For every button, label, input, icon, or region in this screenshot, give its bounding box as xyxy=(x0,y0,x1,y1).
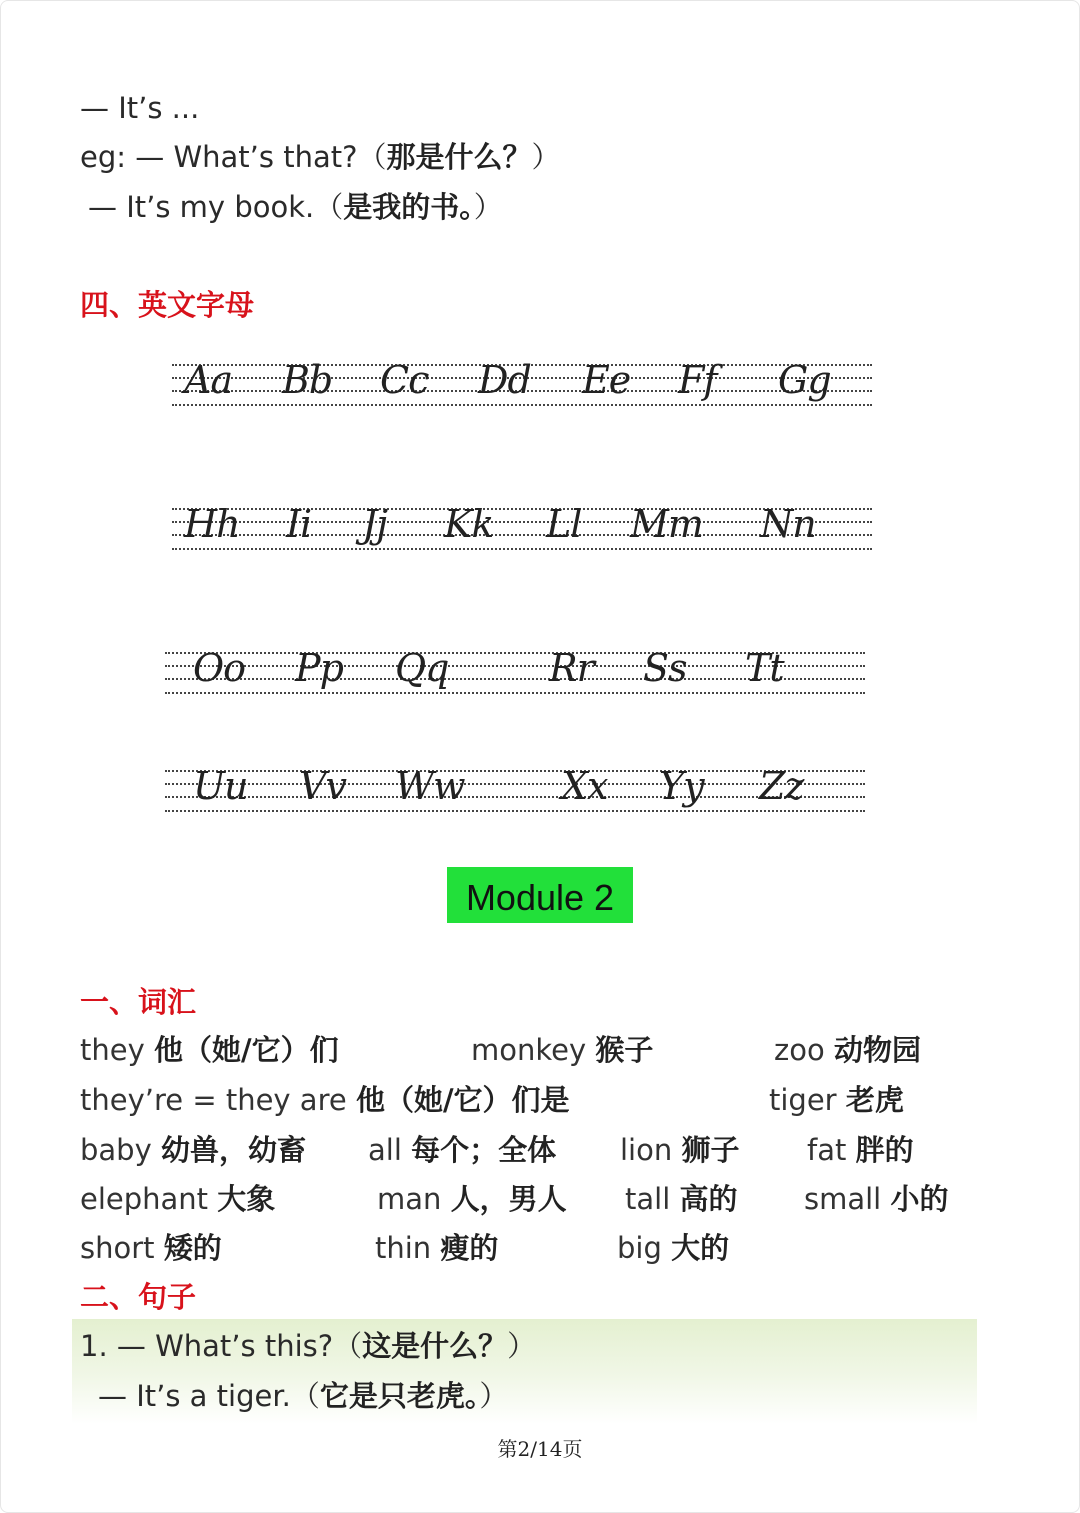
letter-ww: Ww xyxy=(395,764,465,808)
alphabet-row-4 xyxy=(165,764,865,814)
sentence-question-zh: 这是什么？ xyxy=(362,1329,508,1363)
intro-line-1-text: — It’s ... xyxy=(80,91,200,125)
vocab-en: lion xyxy=(620,1133,673,1167)
letter-zz: Zz xyxy=(759,764,804,808)
vocab-en: big xyxy=(617,1231,662,1265)
letter-ll: Ll xyxy=(546,502,582,546)
vocab-zh: 大的 xyxy=(671,1231,730,1265)
sentence-answer-end: ） xyxy=(479,1379,509,1413)
intro-line-2 xyxy=(80,137,561,177)
letter-jj: Jj xyxy=(362,502,388,546)
letter-uu: Uu xyxy=(193,764,248,808)
vocab-en: tiger xyxy=(769,1083,837,1117)
vocab-item-tall xyxy=(625,1179,738,1219)
sentence-question xyxy=(80,1326,536,1366)
letter-tt: Tt xyxy=(745,646,784,690)
section-letters-title: 四、英文字母 xyxy=(80,288,255,322)
letter-ee: Ee xyxy=(582,358,631,402)
intro-line-2-zh: 那是什么？ xyxy=(386,140,532,174)
vocab-item-big xyxy=(617,1228,729,1268)
vocab-zh: 高的 xyxy=(679,1182,738,1216)
vocab-en: elephant xyxy=(80,1182,209,1216)
letter-ii: Ii xyxy=(286,502,312,546)
letter-rr: Rr xyxy=(549,646,594,690)
module-title: Module 2 xyxy=(447,867,633,923)
letter-ff: Ff xyxy=(678,358,717,402)
vocab-item-man xyxy=(377,1179,567,1219)
letter-bb: Bb xyxy=(282,358,333,402)
vocab-item-lion xyxy=(620,1130,739,1170)
vocab-zh: 每个；全体 xyxy=(411,1133,557,1167)
intro-line-3-end: ） xyxy=(473,190,503,224)
vocab-item-all xyxy=(368,1130,556,1170)
letter-vv: Vv xyxy=(299,764,346,808)
vocab-en: tall xyxy=(625,1182,671,1216)
letter-dd: Dd xyxy=(478,358,531,402)
vocab-item-baby xyxy=(80,1130,306,1170)
alphabet-row-1 xyxy=(172,358,872,408)
sentence-question-end: ） xyxy=(507,1329,537,1363)
vocab-en: small xyxy=(804,1182,882,1216)
vocab-zh: 老虎 xyxy=(845,1083,904,1117)
letter-xx: Xx xyxy=(561,764,608,808)
vocab-zh: 他（她/它）们是 xyxy=(355,1083,570,1117)
vocab-zh: 矮的 xyxy=(163,1231,222,1265)
vocab-zh: 胖的 xyxy=(855,1133,914,1167)
vocab-item-monkey xyxy=(471,1030,653,1070)
vocab-en: man xyxy=(377,1182,442,1216)
letter-nn: Nn xyxy=(760,502,816,546)
vocab-zh: 猴子 xyxy=(595,1033,654,1067)
letter-oo: Oo xyxy=(193,646,246,690)
letter-cc: Cc xyxy=(380,358,429,402)
intro-line-2-end: ） xyxy=(531,140,561,174)
letter-kk: Kk xyxy=(444,502,494,546)
vocab-en: short xyxy=(80,1231,155,1265)
letter-hh: Hh xyxy=(184,502,240,546)
vocab-zh: 瘦的 xyxy=(440,1231,499,1265)
section-vocab-title: 一、词汇 xyxy=(80,985,197,1019)
letter-mm: Mm xyxy=(630,502,703,546)
vocab-zh: 狮子 xyxy=(681,1133,740,1167)
letter-ss: Ss xyxy=(643,646,687,690)
vocab-zh: 人，男人 xyxy=(450,1182,567,1216)
sentence-answer-zh: 它是只老虎。 xyxy=(319,1379,480,1413)
letter-qq: Qq xyxy=(395,646,449,690)
vocab-item-elephant xyxy=(80,1179,275,1219)
vocab-zh: 动物园 xyxy=(833,1033,921,1067)
intro-line-3 xyxy=(88,187,503,227)
vocab-item-zoo xyxy=(774,1030,921,1070)
sentence-answer-en: — It’s a tiger.（ xyxy=(98,1379,320,1413)
vocab-en: monkey xyxy=(471,1033,587,1067)
vocab-en: all xyxy=(368,1133,402,1167)
letter-gg: Gg xyxy=(778,358,831,402)
letter-aa: Aa xyxy=(184,358,233,402)
vocab-item-tiger xyxy=(769,1080,904,1120)
vocab-item-fat xyxy=(807,1130,914,1170)
vocab-en: they xyxy=(80,1033,145,1067)
alphabet-row-2 xyxy=(172,502,872,552)
letter-yy: Yy xyxy=(659,764,704,808)
vocab-item-small xyxy=(804,1179,948,1219)
vocab-zh: 他（她/它）们 xyxy=(153,1033,339,1067)
vocab-zh: 幼兽，幼畜 xyxy=(160,1133,306,1167)
sentence-question-en: 1. — What’s this?（ xyxy=(80,1329,363,1363)
alphabet-row-3 xyxy=(165,646,865,696)
vocab-item-theyre xyxy=(80,1080,570,1120)
vocab-en: they’re = they are xyxy=(80,1083,347,1117)
letter-pp: Pp xyxy=(295,646,343,690)
intro-line-1 xyxy=(80,88,199,128)
vocab-zh: 大象 xyxy=(217,1182,276,1216)
vocab-item-short xyxy=(80,1228,222,1268)
intro-line-3-en: — It’s my book.（ xyxy=(88,190,344,224)
vocab-en: thin xyxy=(375,1231,432,1265)
page-number: 第2/14页 xyxy=(497,1437,583,1461)
section-sentences-title: 二、句子 xyxy=(80,1280,197,1314)
vocab-en: fat xyxy=(807,1133,847,1167)
sentence-answer xyxy=(98,1376,508,1416)
intro-line-2-en: eg: — What’s that?（ xyxy=(80,140,387,174)
vocab-en: baby xyxy=(80,1133,152,1167)
vocab-zh: 小的 xyxy=(890,1182,949,1216)
vocab-en: zoo xyxy=(774,1033,825,1067)
vocab-item-they xyxy=(80,1030,339,1070)
intro-line-3-zh: 是我的书。 xyxy=(343,190,474,224)
vocab-item-thin xyxy=(375,1228,498,1268)
